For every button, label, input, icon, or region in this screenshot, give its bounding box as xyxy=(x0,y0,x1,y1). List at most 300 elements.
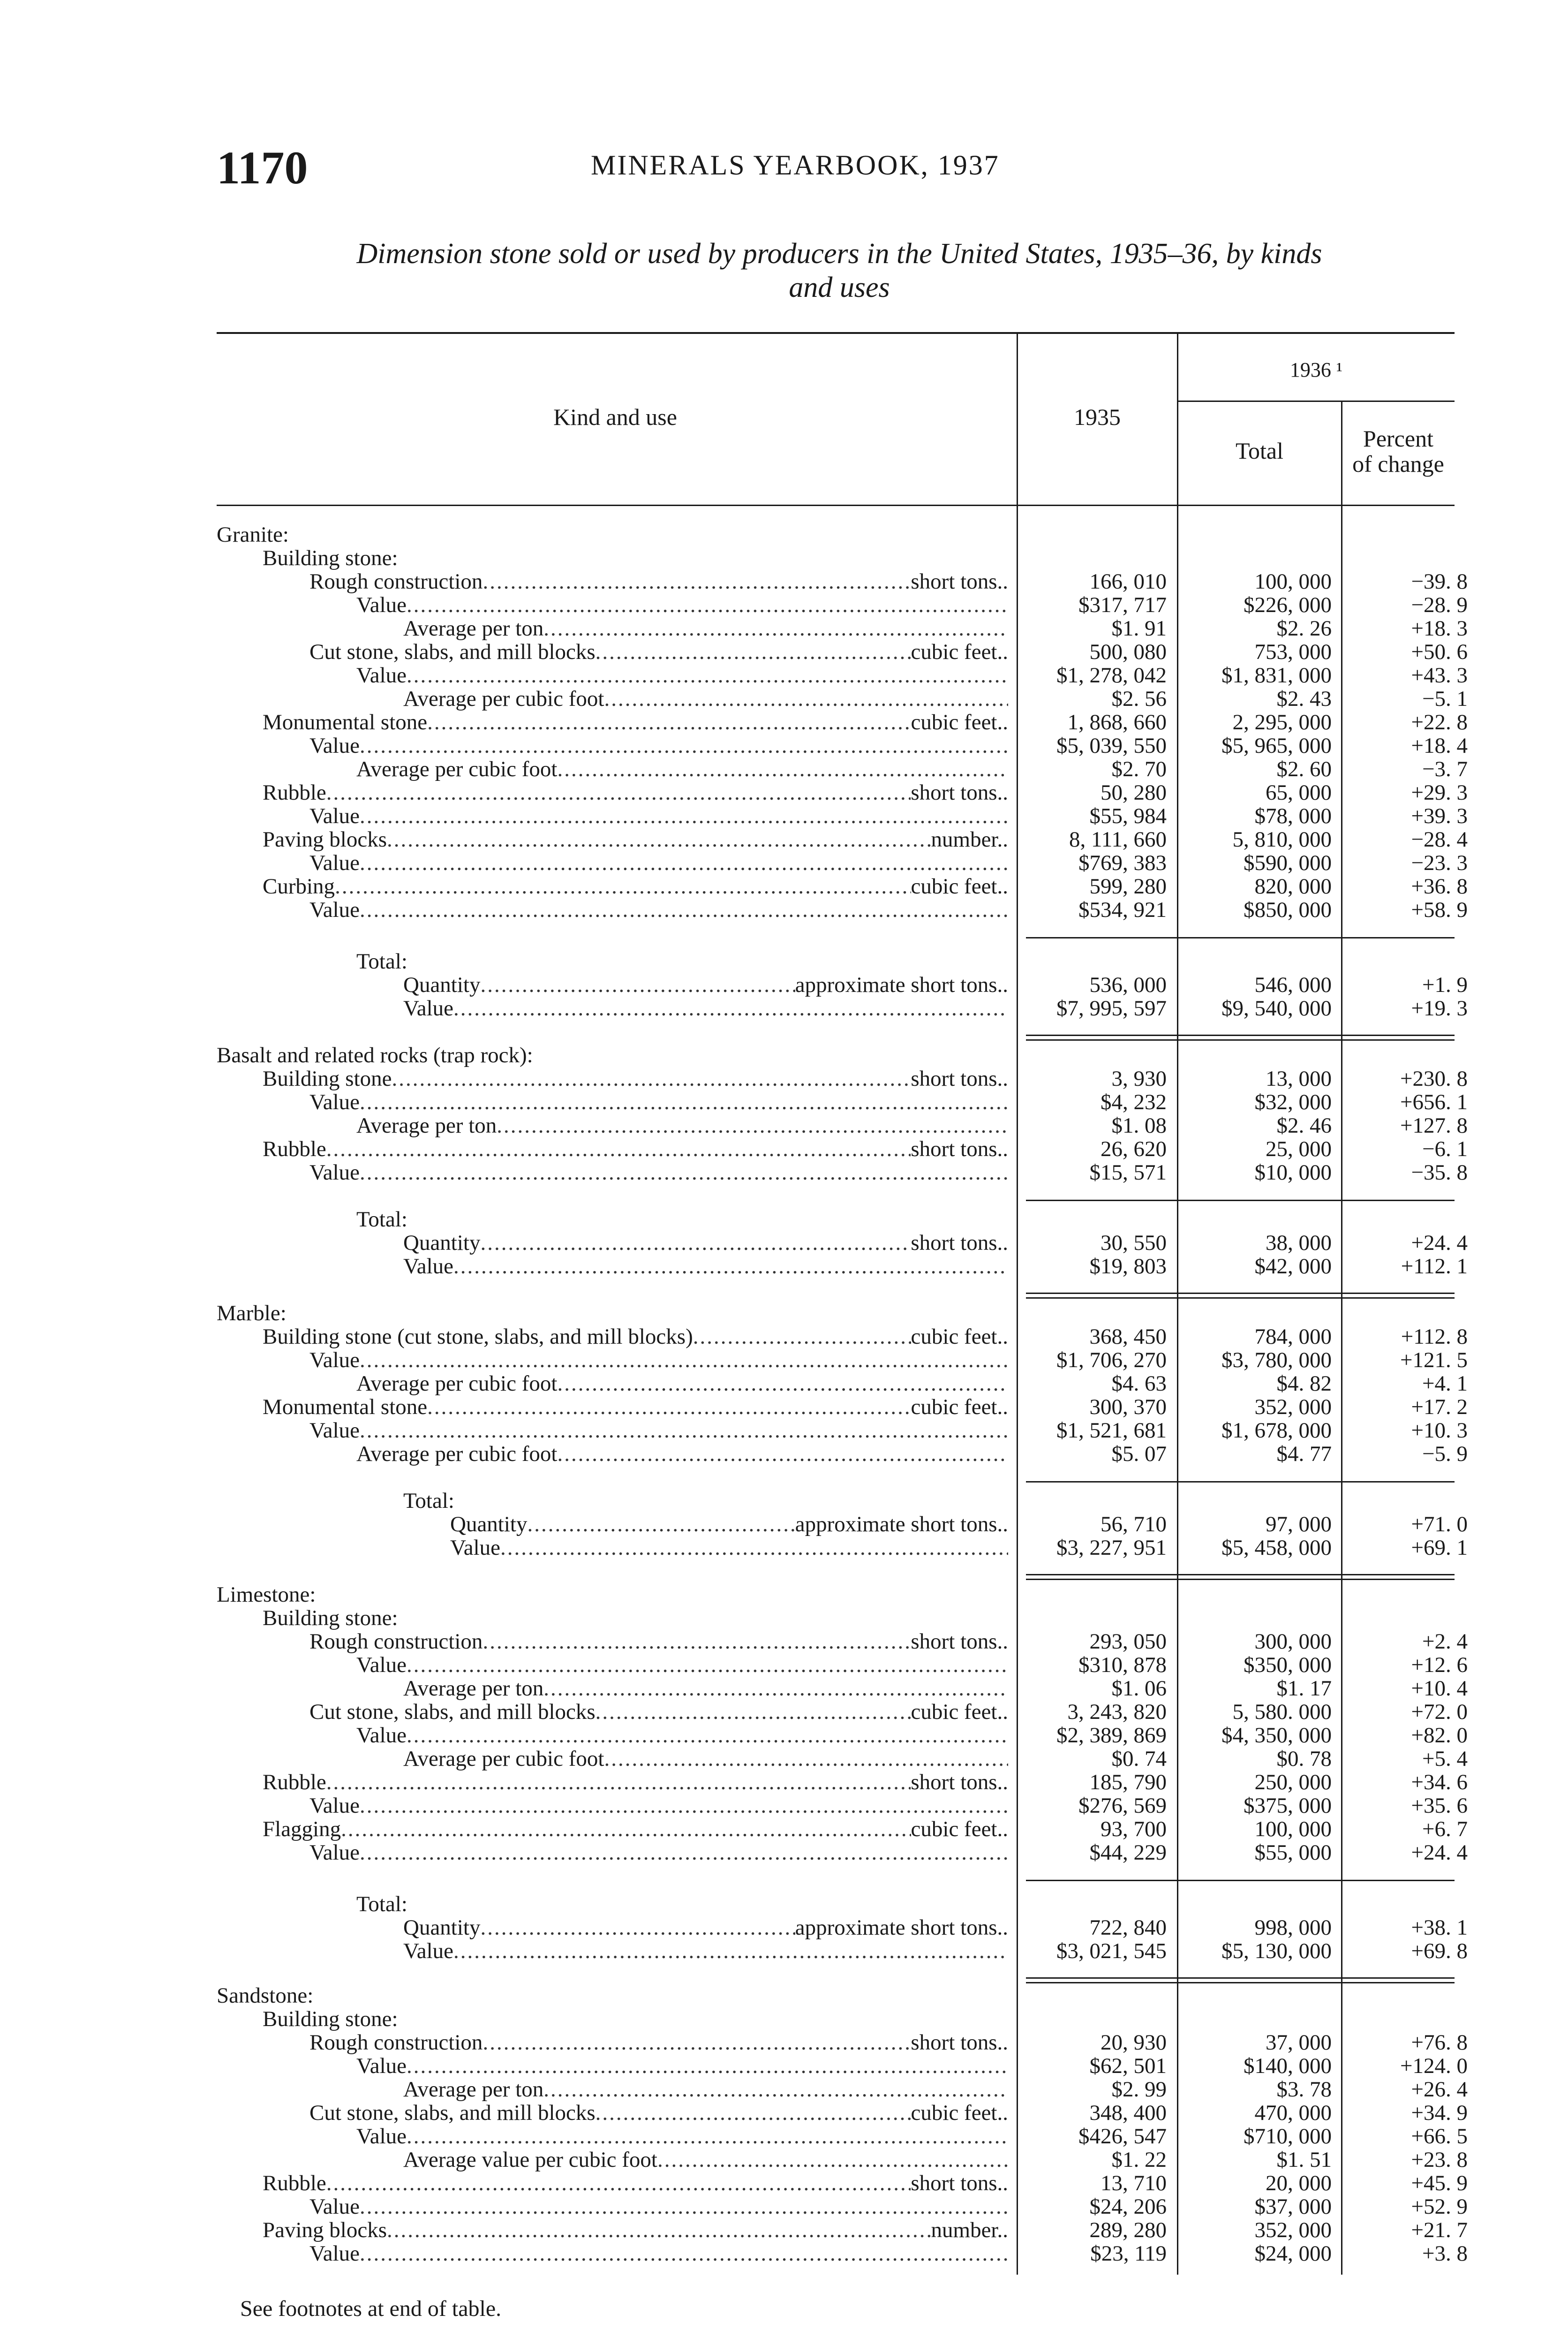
running-head: MINERALS YEARBOOK, 1937 xyxy=(591,150,1000,181)
page-number: 1170 xyxy=(217,142,308,194)
value-1935: 185, 790 xyxy=(1089,1770,1167,1794)
table-row xyxy=(0,2242,1568,2265)
value-1935: 26, 620 xyxy=(1101,1137,1167,1161)
percent-change: −39. 8 xyxy=(1411,569,1468,594)
dot-leader xyxy=(427,1395,911,1419)
row-stub xyxy=(309,1419,1008,1442)
percent-change: +121. 5 xyxy=(1400,1348,1468,1372)
table-row xyxy=(0,781,1568,804)
dot-leader xyxy=(596,640,911,664)
table-row xyxy=(0,804,1568,828)
table-row xyxy=(0,711,1568,734)
row-stub xyxy=(217,1984,1008,2007)
row-label: Total: xyxy=(356,950,407,973)
row-stub xyxy=(356,2125,1008,2148)
row-label: Rubble xyxy=(263,1770,326,1794)
table-row xyxy=(0,1325,1568,1348)
row-unit: number.. xyxy=(931,2218,1008,2242)
row-stub xyxy=(309,1700,1008,1724)
row-label: Quantity xyxy=(403,973,481,997)
percent-change: +127. 8 xyxy=(1400,1113,1468,1138)
row-stub xyxy=(403,1939,1008,1963)
table-row xyxy=(0,757,1568,781)
row-stub xyxy=(403,997,1008,1020)
row-stub xyxy=(309,2242,1008,2265)
value-1935: $1, 278, 042 xyxy=(1056,663,1167,688)
value-1936-total: $2. 46 xyxy=(1276,1113,1332,1138)
table-row xyxy=(0,1653,1568,1677)
row-label: Average per ton xyxy=(403,1677,544,1700)
row-label: Value xyxy=(309,1841,360,1864)
row-label: Value xyxy=(309,804,360,828)
row-stub xyxy=(403,2148,1008,2171)
percent-change: +35. 6 xyxy=(1411,1793,1468,1818)
row-label: Paving blocks xyxy=(263,2218,387,2242)
row-stub xyxy=(263,1067,1008,1090)
value-1936-total: $2. 26 xyxy=(1276,616,1332,641)
value-1936-total: 100, 000 xyxy=(1254,1817,1332,1841)
value-1935: $23, 119 xyxy=(1090,2241,1167,2266)
value-1936-total: $226, 000 xyxy=(1244,593,1332,617)
percent-change: +58. 9 xyxy=(1411,898,1468,922)
table-row xyxy=(0,1794,1568,1817)
row-label: Rough construction xyxy=(309,2031,483,2054)
percent-change: −23. 3 xyxy=(1411,851,1468,875)
table-row xyxy=(0,1536,1568,1559)
row-label: Total: xyxy=(356,1892,407,1916)
row-stub xyxy=(403,2078,1008,2101)
row-unit: cubic feet.. xyxy=(911,2101,1008,2125)
row-stub xyxy=(309,1090,1008,1114)
value-1935: $5, 039, 550 xyxy=(1056,734,1167,758)
value-1935: 1, 868, 660 xyxy=(1067,710,1167,734)
row-label: Sandstone: xyxy=(217,1984,314,2007)
dot-leader xyxy=(604,1747,1008,1770)
row-stub xyxy=(263,2218,1008,2242)
row-stub xyxy=(309,640,1008,664)
dot-leader xyxy=(453,997,1008,1020)
value-1935: 300, 370 xyxy=(1089,1395,1167,1419)
dot-leader xyxy=(657,2148,1008,2171)
value-1935: $317, 717 xyxy=(1078,593,1167,617)
dot-leader xyxy=(326,781,911,804)
row-label: Average per cubic foot xyxy=(403,1747,604,1770)
value-1935: $276, 569 xyxy=(1078,1793,1167,1818)
table-row xyxy=(0,664,1568,687)
row-stub xyxy=(263,1137,1008,1161)
row-label: Building stone: xyxy=(263,1606,398,1630)
table-row xyxy=(0,1442,1568,1466)
dot-leader xyxy=(482,570,911,593)
row-label: Paving blocks xyxy=(263,828,387,851)
table-row xyxy=(0,2101,1568,2125)
percent-change: +34. 9 xyxy=(1411,2101,1468,2125)
row-unit: cubic feet.. xyxy=(911,640,1008,664)
table-row xyxy=(0,1067,1568,1090)
value-1936-total: 250, 000 xyxy=(1254,1770,1332,1794)
table-row xyxy=(0,1606,1568,1630)
value-1936-total: $375, 000 xyxy=(1244,1793,1332,1818)
table-row xyxy=(0,1747,1568,1770)
dot-leader xyxy=(360,804,1008,828)
value-1936-total: $1, 831, 000 xyxy=(1221,663,1332,688)
dot-leader xyxy=(360,2195,1008,2218)
value-1935: $426, 547 xyxy=(1078,2124,1167,2148)
row-label: Rubble xyxy=(263,1137,326,1161)
percent-change: +38. 1 xyxy=(1411,1915,1468,1940)
value-1935: 536, 000 xyxy=(1089,973,1167,997)
row-label: Rough construction xyxy=(309,1630,483,1653)
row-label: Value xyxy=(356,1653,407,1677)
value-1936-total: 20, 000 xyxy=(1266,2171,1332,2195)
row-label: Total: xyxy=(356,1208,407,1231)
table-footnote: See footnotes at end of table. xyxy=(240,2296,502,2321)
table-row xyxy=(0,2148,1568,2171)
row-unit: short tons.. xyxy=(911,1067,1008,1090)
table-row xyxy=(0,2218,1568,2242)
value-1936-total: $850, 000 xyxy=(1244,898,1332,922)
percent-change: +72. 0 xyxy=(1411,1700,1468,1724)
row-label: Value xyxy=(403,997,454,1020)
percent-change: +21. 7 xyxy=(1411,2218,1468,2242)
row-unit: short tons.. xyxy=(911,1630,1008,1653)
value-1936-total: $2. 60 xyxy=(1276,757,1332,781)
table-row xyxy=(0,1137,1568,1161)
row-stub xyxy=(309,1348,1008,1372)
dot-leader xyxy=(360,898,1008,922)
row-label: Value xyxy=(309,898,360,922)
table-row xyxy=(0,1630,1568,1653)
value-1935: $0. 74 xyxy=(1111,1747,1167,1771)
dot-leader xyxy=(360,1841,1008,1864)
row-stub xyxy=(403,1916,1008,1939)
value-1936-total: $590, 000 xyxy=(1244,851,1332,875)
value-1936-total: $5, 965, 000 xyxy=(1221,734,1332,758)
row-stub xyxy=(403,1255,1008,1278)
value-1935: $55, 984 xyxy=(1089,804,1167,828)
value-1935: 3, 243, 820 xyxy=(1067,1700,1167,1724)
value-1936-total: $4, 350, 000 xyxy=(1221,1723,1332,1747)
row-stub xyxy=(263,781,1008,804)
percent-change: +69. 1 xyxy=(1411,1536,1468,1560)
value-1936-total: 100, 000 xyxy=(1254,569,1332,594)
row-label: Average per ton xyxy=(403,617,544,640)
percent-change: +43. 3 xyxy=(1411,663,1468,688)
table-row xyxy=(0,1700,1568,1724)
row-stub xyxy=(450,1513,1008,1536)
percent-change: +24. 4 xyxy=(1411,1231,1468,1255)
percent-change: +6. 7 xyxy=(1422,1817,1468,1841)
dot-leader xyxy=(360,1348,1008,1372)
row-stub xyxy=(263,2171,1008,2195)
value-1936-total: 38, 000 xyxy=(1266,1231,1332,1255)
dot-leader xyxy=(407,1653,1008,1677)
value-1936-total: 352, 000 xyxy=(1254,2218,1332,2242)
row-label: Value xyxy=(309,1161,360,1184)
row-label: Average per cubic foot xyxy=(356,757,558,781)
table-row xyxy=(0,997,1568,1020)
dot-leader xyxy=(326,2171,911,2195)
value-1935: $2. 56 xyxy=(1111,687,1167,711)
table-row xyxy=(0,1255,1568,1278)
row-label: Average per cubic foot xyxy=(356,1372,558,1395)
value-1935: $5. 07 xyxy=(1111,1442,1167,1466)
value-1935: 30, 550 xyxy=(1101,1231,1167,1255)
row-stub xyxy=(356,664,1008,687)
row-unit: cubic feet.. xyxy=(911,1325,1008,1348)
percent-change: +2. 4 xyxy=(1422,1629,1468,1654)
dot-leader xyxy=(360,1161,1008,1184)
table-row xyxy=(0,640,1568,664)
row-label: Average per ton xyxy=(403,2078,544,2101)
value-1935: $4, 232 xyxy=(1101,1090,1167,1114)
table-row xyxy=(0,1939,1568,1963)
value-1935: 289, 280 xyxy=(1089,2218,1167,2242)
row-unit: short tons.. xyxy=(911,1137,1008,1161)
value-1936-total: $55, 000 xyxy=(1254,1840,1332,1865)
table-row xyxy=(0,1724,1568,1747)
value-1935: 348, 400 xyxy=(1089,2101,1167,2125)
dot-leader xyxy=(360,2242,1008,2265)
value-1935: $310, 878 xyxy=(1078,1653,1167,1677)
row-stub xyxy=(263,1395,1008,1419)
row-label: Value xyxy=(309,1419,360,1442)
row-label: Monumental stone xyxy=(263,1395,428,1419)
row-stub xyxy=(403,687,1008,711)
row-label: Quantity xyxy=(403,1916,481,1939)
value-1935: $19, 803 xyxy=(1089,1254,1167,1278)
row-label: Quantity xyxy=(403,1231,481,1255)
table-row xyxy=(0,734,1568,757)
percent-change: +656. 1 xyxy=(1400,1090,1468,1114)
table-title-line-2: and uses xyxy=(789,272,890,303)
dot-leader xyxy=(480,1916,795,1939)
value-1936-total: $10, 000 xyxy=(1254,1160,1332,1185)
row-label: Value xyxy=(309,1348,360,1372)
dot-leader xyxy=(596,2101,911,2125)
row-label: Cut stone, slabs, and mill blocks xyxy=(309,1700,596,1724)
percent-change: +5. 4 xyxy=(1422,1747,1468,1771)
percent-change: −6. 1 xyxy=(1422,1137,1468,1161)
table-row xyxy=(0,1348,1568,1372)
header-1936: 1936 ¹ xyxy=(1289,358,1343,381)
row-label: Value xyxy=(450,1536,501,1559)
table-row xyxy=(0,1044,1568,1067)
value-1936-total: $140, 000 xyxy=(1244,2054,1332,2078)
value-1936-total: $0. 78 xyxy=(1276,1747,1332,1771)
table-row xyxy=(0,1892,1568,1916)
percent-change: +66. 5 xyxy=(1411,2124,1468,2148)
table-row xyxy=(0,973,1568,997)
row-unit: short tons.. xyxy=(911,570,1008,593)
value-1936-total: $4. 82 xyxy=(1276,1371,1332,1396)
dot-leader xyxy=(360,1794,1008,1817)
value-1936-total: 300, 000 xyxy=(1254,1629,1332,1654)
row-label: Value xyxy=(356,2054,407,2078)
dot-leader xyxy=(527,1513,795,1536)
row-stub xyxy=(263,711,1008,734)
row-label: Limestone: xyxy=(217,1583,316,1606)
percent-change: +112. 1 xyxy=(1401,1254,1468,1278)
dot-leader xyxy=(360,734,1008,757)
dot-leader xyxy=(480,973,795,997)
table-row xyxy=(0,1841,1568,1864)
dot-leader xyxy=(335,875,911,898)
row-stub xyxy=(356,950,1008,973)
table-row xyxy=(0,1114,1568,1137)
row-stub xyxy=(263,875,1008,898)
row-stub xyxy=(356,1653,1008,1677)
dot-leader xyxy=(407,664,1008,687)
row-label: Value xyxy=(356,593,407,617)
value-1936-total: 37, 000 xyxy=(1266,2030,1332,2055)
percent-change: −5. 1 xyxy=(1422,687,1468,711)
row-stub xyxy=(217,1301,1008,1325)
row-unit: cubic feet.. xyxy=(911,1817,1008,1841)
header-percent-line: Percent xyxy=(1363,425,1433,452)
row-stub xyxy=(309,734,1008,757)
dot-leader xyxy=(482,1630,911,1653)
value-1936-total: $4. 77 xyxy=(1276,1442,1332,1466)
row-label: Granite: xyxy=(217,523,289,546)
value-1935: $4. 63 xyxy=(1111,1371,1167,1396)
value-1935: $3, 227, 951 xyxy=(1056,1536,1167,1560)
dot-leader xyxy=(453,1255,1008,1278)
value-1935: $534, 921 xyxy=(1078,898,1167,922)
value-1935: 13, 710 xyxy=(1101,2171,1167,2195)
value-1936-total: 546, 000 xyxy=(1254,973,1332,997)
row-label: Rubble xyxy=(263,2171,326,2195)
row-label: Quantity xyxy=(450,1513,528,1536)
row-stub xyxy=(356,757,1008,781)
percent-change: +71. 0 xyxy=(1411,1512,1468,1536)
value-1936-total: $32, 000 xyxy=(1254,1090,1332,1114)
row-stub xyxy=(309,570,1008,593)
table-row xyxy=(0,1677,1568,1700)
row-label: Building stone (cut stone, slabs, and mill blocks) xyxy=(263,1325,693,1348)
value-1935: 722, 840 xyxy=(1089,1915,1167,1940)
row-label: Building stone xyxy=(263,1067,392,1090)
table-row xyxy=(0,1583,1568,1606)
value-1936-total: $1. 17 xyxy=(1276,1676,1332,1701)
percent-change: +22. 8 xyxy=(1411,710,1468,734)
row-stub xyxy=(403,617,1008,640)
value-1935: $24, 206 xyxy=(1089,2194,1167,2219)
row-unit: short tons.. xyxy=(911,781,1008,804)
value-1935: $1. 91 xyxy=(1111,616,1167,641)
table-row xyxy=(0,687,1568,711)
value-1936-total: $78, 000 xyxy=(1254,804,1332,828)
table-row xyxy=(0,1770,1568,1794)
value-1936-total: 65, 000 xyxy=(1266,780,1332,805)
row-stub xyxy=(356,1442,1008,1466)
header-kind-and-use: Kind and use xyxy=(553,404,677,430)
row-label: Average per cubic foot xyxy=(403,687,604,711)
row-stub xyxy=(263,1817,1008,1841)
table-row xyxy=(0,898,1568,922)
table-row xyxy=(0,950,1568,973)
row-label: Building stone: xyxy=(263,2007,398,2031)
row-label: Curbing xyxy=(263,875,335,898)
row-stub xyxy=(309,1161,1008,1184)
percent-change: +18. 4 xyxy=(1411,734,1468,758)
row-unit: number.. xyxy=(931,828,1008,851)
table-row xyxy=(0,828,1568,851)
row-unit: short tons.. xyxy=(911,2171,1008,2195)
table-row xyxy=(0,1208,1568,1231)
value-1935: 3, 930 xyxy=(1111,1067,1167,1091)
percent-change: +39. 3 xyxy=(1411,804,1468,828)
row-stub xyxy=(403,1489,1008,1513)
table-row xyxy=(0,2007,1568,2031)
dot-leader xyxy=(407,2054,1008,2078)
value-1935: $1. 22 xyxy=(1111,2148,1167,2172)
table-row xyxy=(0,2125,1568,2148)
value-1935: $44, 229 xyxy=(1089,1840,1167,1865)
row-label: Rubble xyxy=(263,781,326,804)
percent-change: +18. 3 xyxy=(1411,616,1468,641)
table-title-line-1: Dimension stone sold or used by producers in the United States, 1935–36, by kinds xyxy=(356,238,1322,270)
value-1936-total: $5, 458, 000 xyxy=(1221,1536,1332,1560)
percent-change: +82. 0 xyxy=(1411,1723,1468,1747)
percent-change: +17. 2 xyxy=(1411,1395,1468,1419)
value-1935: $2. 99 xyxy=(1111,2077,1167,2102)
table-row xyxy=(0,1301,1568,1325)
row-label: Value xyxy=(356,664,407,687)
value-1936-total: 5, 810, 000 xyxy=(1232,827,1332,852)
row-label: Average per ton xyxy=(356,1114,497,1137)
row-label: Value xyxy=(403,1939,454,1963)
percent-change: +10. 4 xyxy=(1411,1676,1468,1701)
percent-change: +34. 6 xyxy=(1411,1770,1468,1794)
row-label: Value xyxy=(309,734,360,757)
dot-leader xyxy=(326,1770,911,1794)
value-1935: 56, 710 xyxy=(1101,1512,1167,1536)
percent-change: +52. 9 xyxy=(1411,2194,1468,2219)
dot-leader xyxy=(543,2078,1008,2101)
table-row xyxy=(0,1489,1568,1513)
dot-leader xyxy=(407,2125,1008,2148)
row-unit: cubic feet.. xyxy=(911,1395,1008,1419)
percent-change: −5. 9 xyxy=(1422,1442,1468,1466)
dot-leader xyxy=(497,1114,1008,1137)
percent-change: +29. 3 xyxy=(1411,780,1468,805)
dot-leader xyxy=(427,711,911,734)
dot-leader xyxy=(392,1067,911,1090)
row-stub xyxy=(309,1841,1008,1864)
row-stub xyxy=(263,546,1008,570)
percent-change: +45. 9 xyxy=(1411,2171,1468,2195)
dot-leader xyxy=(596,1700,911,1724)
row-label: Value xyxy=(309,1794,360,1817)
row-stub xyxy=(309,1630,1008,1653)
dot-leader xyxy=(360,1419,1008,1442)
table-row xyxy=(0,546,1568,570)
percent-change: −28. 9 xyxy=(1411,593,1468,617)
percent-change: −3. 7 xyxy=(1422,757,1468,781)
value-1936-total: $3. 78 xyxy=(1276,2077,1332,2102)
percent-change: −35. 8 xyxy=(1411,1160,1468,1185)
dot-leader xyxy=(360,851,1008,875)
row-stub xyxy=(356,1208,1008,1231)
dot-leader xyxy=(543,617,1008,640)
percent-change: +1. 9 xyxy=(1422,973,1468,997)
row-stub xyxy=(263,2007,1008,2031)
value-1935: 599, 280 xyxy=(1089,874,1167,899)
dot-leader xyxy=(500,1536,1008,1559)
table-row xyxy=(0,875,1568,898)
value-1936-total: $5, 130, 000 xyxy=(1221,1939,1332,1963)
